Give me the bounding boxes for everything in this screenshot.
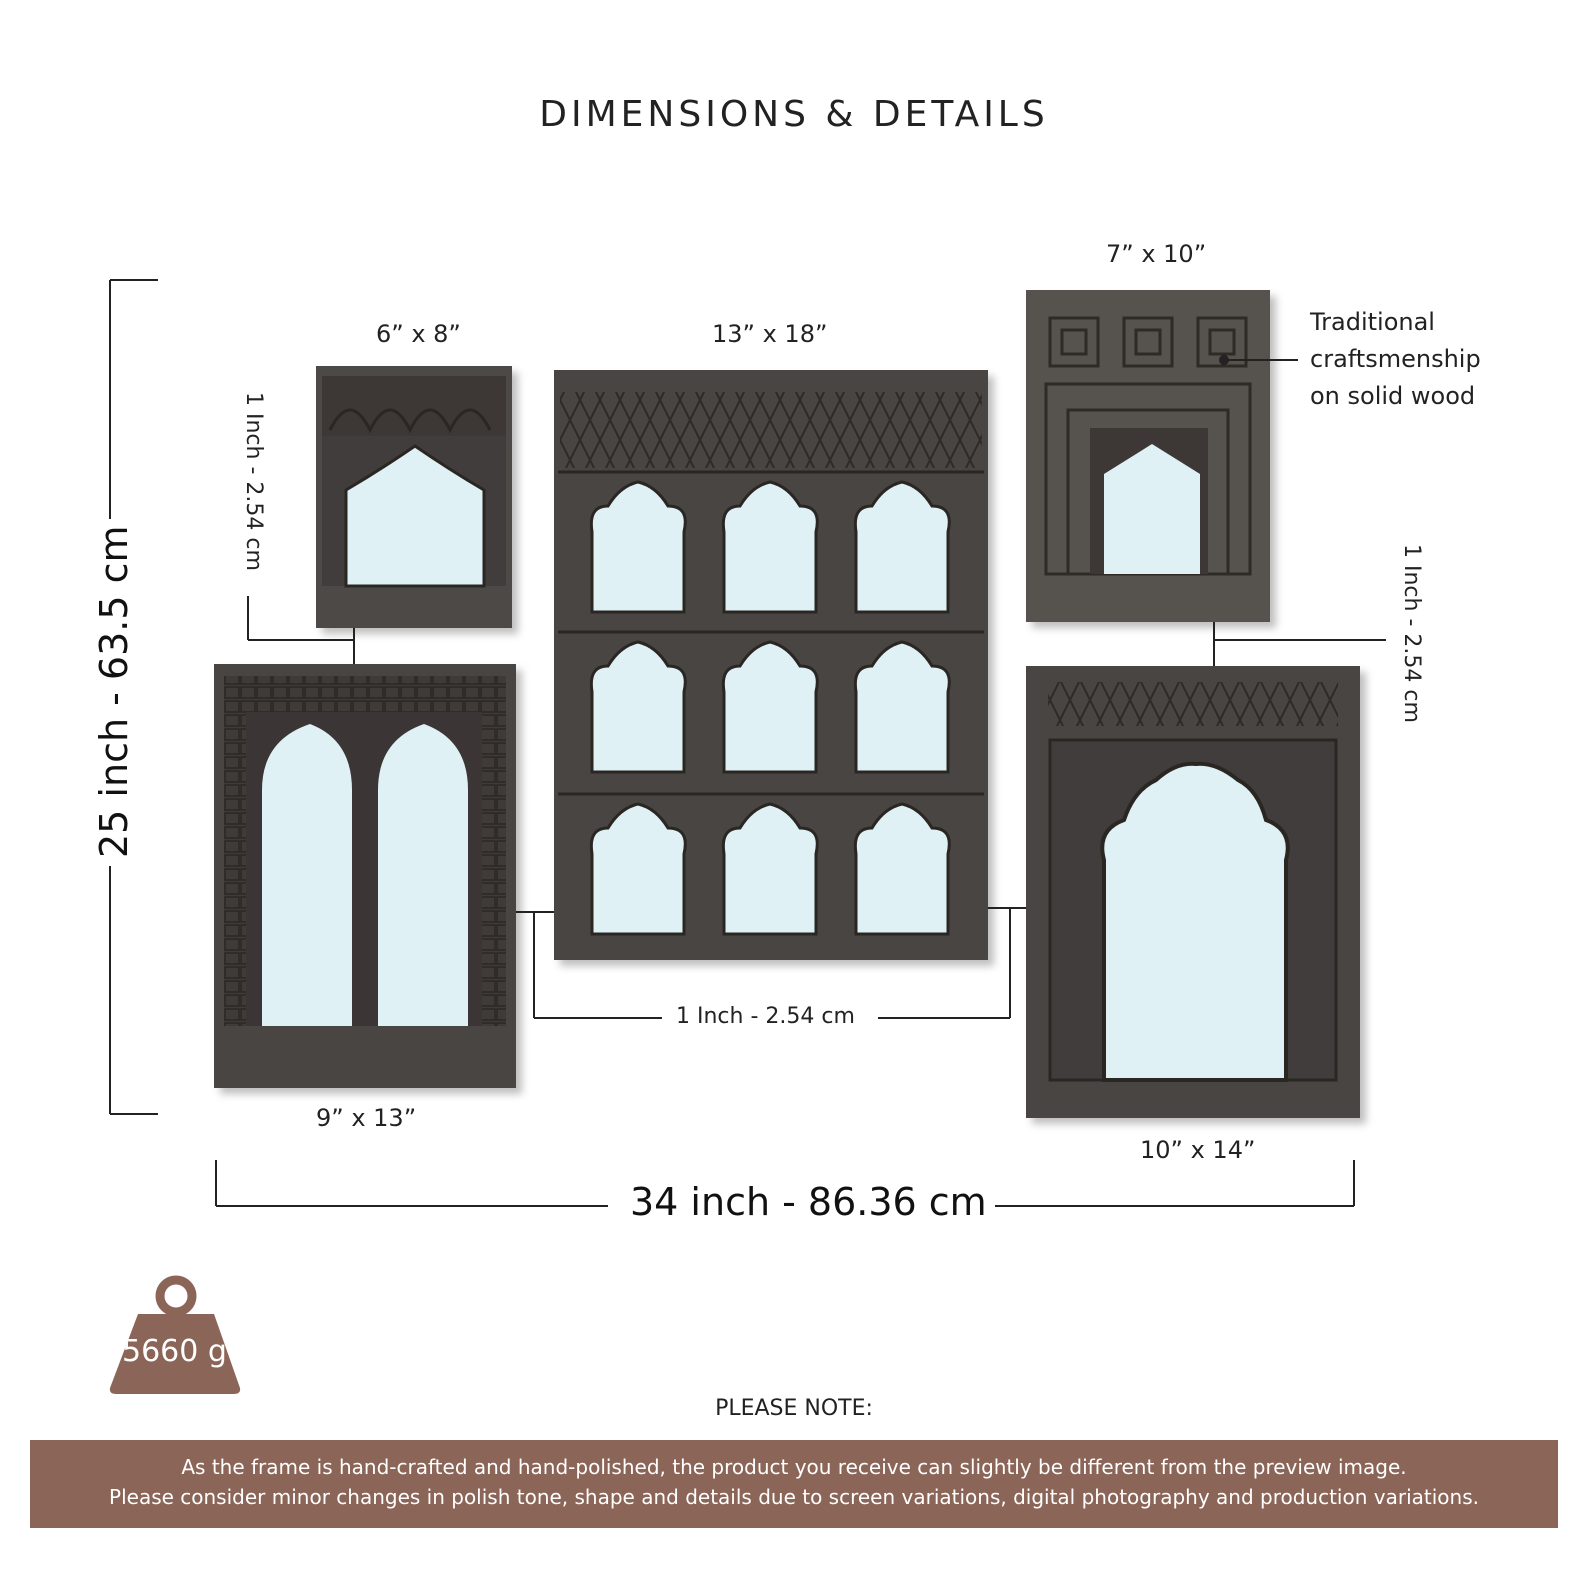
total-width-label: 34 inch - 86.36 cm	[622, 1180, 995, 1224]
note-line-2: Please consider minor changes in polish tone, shape and details due to screen variations, digital photography and production variations.	[109, 1485, 1479, 1509]
size-label-center: 13” x 18”	[712, 320, 828, 348]
total-height-label: 25 inch - 63.5 cm	[92, 519, 136, 864]
size-label-small-top-left: 6” x 8”	[376, 320, 461, 348]
frame-bottom-left	[214, 664, 516, 1088]
gap-left-vertical-label: 1 Inch - 2.54 cm	[241, 392, 266, 571]
frame-center	[554, 370, 988, 960]
weight-value: 5660 g	[122, 1334, 227, 1369]
note-box	[30, 1440, 1558, 1528]
callout-line-1: Traditional	[1310, 308, 1435, 336]
callout-line-2: craftsmenship	[1310, 345, 1481, 373]
page-title: DIMENSIONS & DETAILS	[539, 94, 1049, 135]
gap-right-vertical-label: 1 Inch - 2.54 cm	[1399, 544, 1424, 723]
frame-small-top-left	[316, 366, 512, 628]
craftsmanship-callout	[1310, 304, 1481, 415]
size-label-top-right: 7” x 10”	[1106, 240, 1207, 268]
note-line-1: As the frame is hand-crafted and hand-polished, the product you receive can slightly be different from the preview image.	[181, 1455, 1407, 1479]
frame-bottom-right	[1026, 666, 1360, 1118]
callout-line-3: on solid wood	[1310, 382, 1476, 410]
frame-top-right	[1026, 290, 1270, 622]
note-heading: PLEASE NOTE:	[715, 1396, 873, 1421]
size-label-bottom-right: 10” x 14”	[1140, 1136, 1256, 1164]
size-label-bottom-left: 9” x 13”	[316, 1104, 417, 1132]
gap-horizontal-label: 1 Inch - 2.54 cm	[672, 1004, 859, 1029]
